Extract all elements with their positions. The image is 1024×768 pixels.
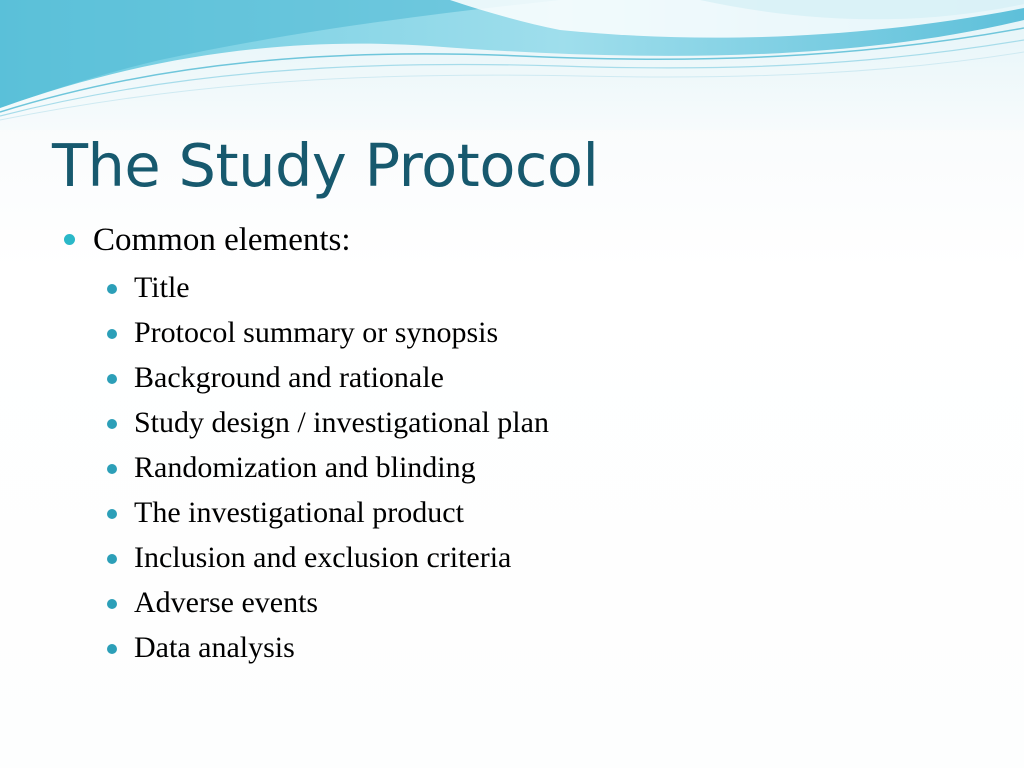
sub-bullet-text: Adverse events bbox=[134, 586, 319, 619]
sub-bullet-adverse-events bbox=[62, 580, 982, 625]
bullet-dot-icon bbox=[107, 554, 117, 564]
sub-bullet-text: The investigational product bbox=[134, 496, 464, 529]
bullet-dot-icon bbox=[107, 644, 117, 654]
slide-title: The Study Protocol bbox=[52, 131, 599, 200]
sub-bullet-list bbox=[62, 265, 982, 670]
bullet-dot-icon bbox=[107, 464, 117, 474]
sub-bullet-study-design bbox=[62, 400, 982, 445]
main-bullet bbox=[62, 218, 982, 262]
main-bullet-text: Common elements: bbox=[93, 222, 351, 258]
bullet-dot-icon bbox=[64, 234, 75, 245]
sub-bullet-data-analysis bbox=[62, 625, 982, 670]
sub-bullet-text: Protocol summary or synopsis bbox=[134, 316, 499, 349]
sub-bullet-background bbox=[62, 355, 982, 400]
sub-bullet-text: Background and rationale bbox=[134, 361, 444, 394]
sub-bullet-criteria bbox=[62, 535, 982, 580]
sub-bullet-title bbox=[62, 265, 982, 310]
sub-bullet-text: Randomization and blinding bbox=[134, 451, 476, 484]
bullet-dot-icon bbox=[107, 374, 117, 384]
sub-bullet-investigational-product bbox=[62, 490, 982, 535]
bullet-dot-icon bbox=[107, 284, 117, 294]
sub-bullet-text: Data analysis bbox=[134, 631, 295, 664]
bullet-dot-icon bbox=[107, 599, 117, 609]
bullet-dot-icon bbox=[107, 329, 117, 339]
sub-bullet-text: Study design / investigational plan bbox=[134, 406, 549, 439]
sub-bullet-protocol-summary bbox=[62, 310, 982, 355]
sub-bullet-text: Inclusion and exclusion criteria bbox=[134, 541, 512, 574]
bullet-dot-icon bbox=[107, 419, 117, 429]
wave-decoration bbox=[0, 0, 1024, 130]
sub-bullet-randomization bbox=[62, 445, 982, 490]
bullet-dot-icon bbox=[107, 509, 117, 519]
bullet-content bbox=[62, 218, 982, 670]
sub-bullet-text: Title bbox=[134, 271, 190, 304]
